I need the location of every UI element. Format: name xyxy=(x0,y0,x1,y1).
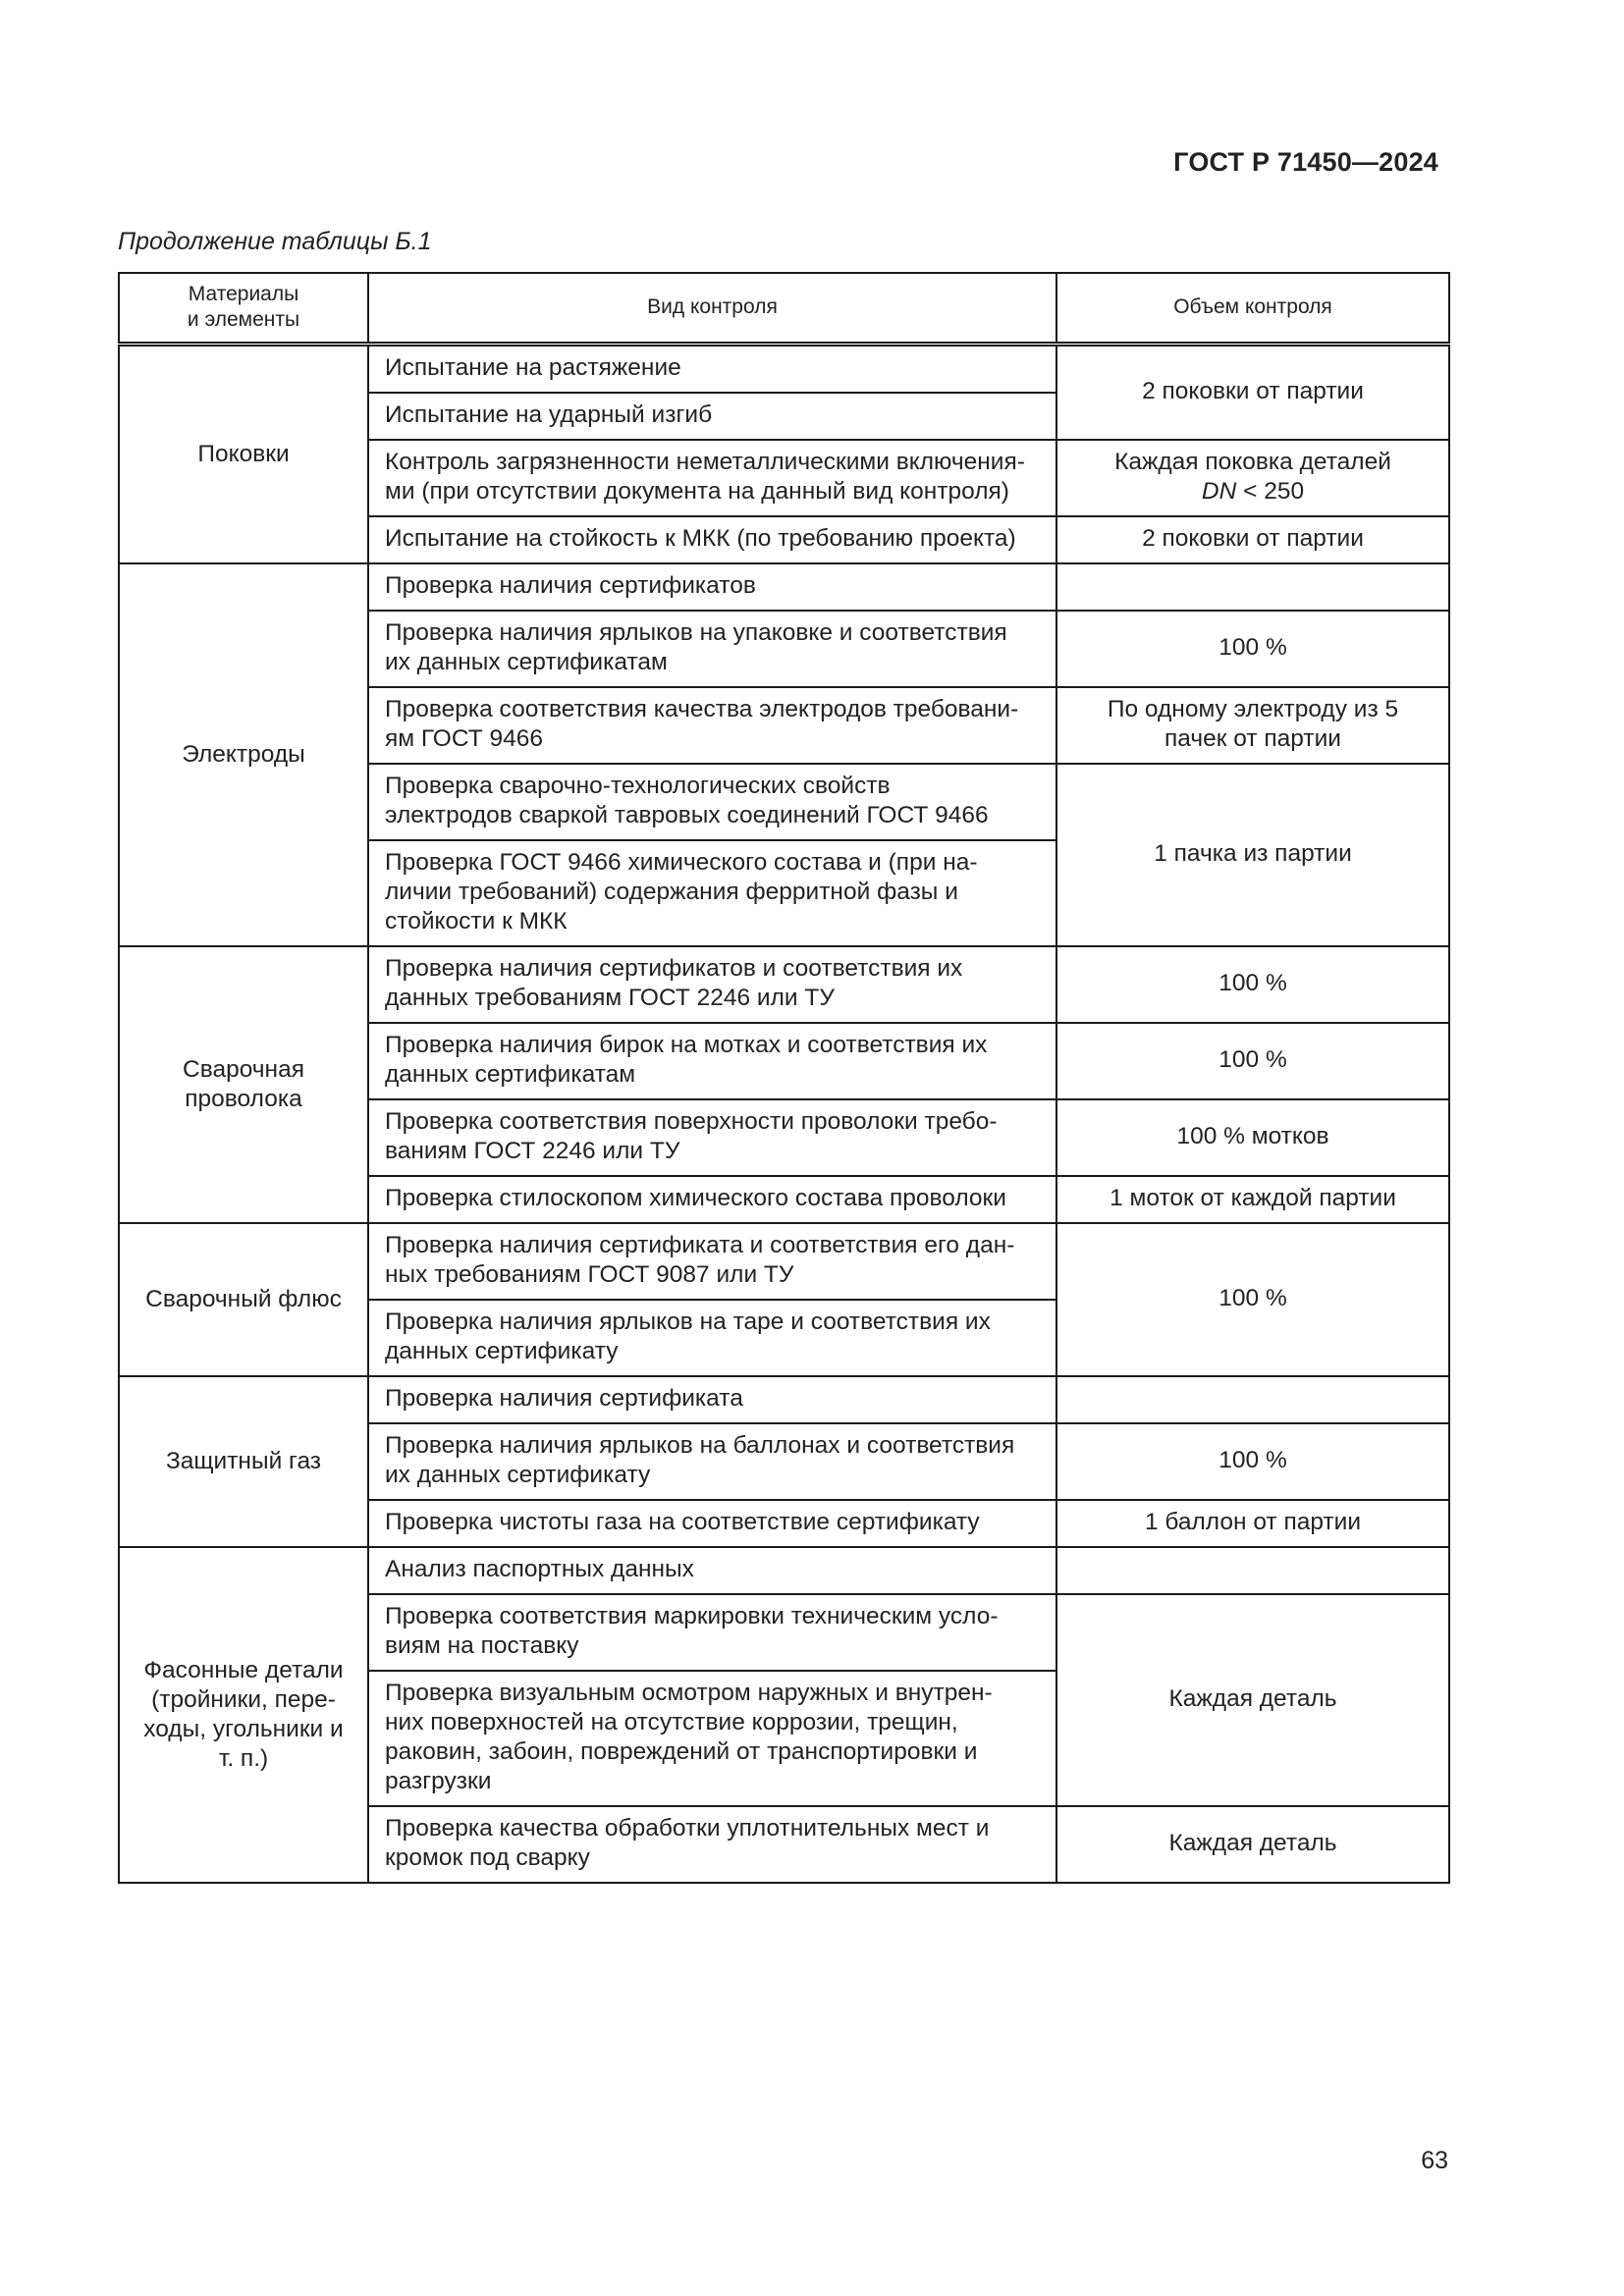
dn-symbol: DN xyxy=(1201,477,1237,505)
control-kind: Проверка соответствия поверхности проволоки требо- ваниям ГОСТ 2246 или ТУ xyxy=(368,1099,1056,1176)
header-materials: Материалы и элементы xyxy=(119,273,368,344)
control-volume: 100 % xyxy=(1056,946,1449,1023)
control-kind: Проверка чистоты газа на соответствие сертификату xyxy=(368,1500,1056,1547)
control-kind: Проверка соответствия качества электродов требовани- ям ГОСТ 9466 xyxy=(368,687,1056,764)
control-kind: Проверка наличия сертификатов и соответствия их данных требованиям ГОСТ 2246 или ТУ xyxy=(368,946,1056,1023)
table-row xyxy=(119,563,1449,611)
control-kind: Анализ паспортных данных xyxy=(368,1547,1056,1594)
header-kind: Вид контроля xyxy=(368,273,1056,344)
table-row xyxy=(119,1376,1449,1423)
control-volume: 1 моток от каждой партии xyxy=(1056,1176,1449,1223)
control-volume: 100 % xyxy=(1056,1223,1449,1376)
control-volume: Каждая деталь xyxy=(1056,1806,1449,1883)
material-gas: Защитный газ xyxy=(119,1376,368,1547)
control-kind: Проверка наличия ярлыков на упаковке и соответствия их данных сертификатам xyxy=(368,611,1056,687)
control-volume: 1 пачка из партии xyxy=(1056,764,1449,946)
control-kind: Испытание на растяжение xyxy=(368,344,1056,393)
control-kind: Проверка соответствия маркировки техническим усло- виям на поставку xyxy=(368,1594,1056,1671)
control-kind: Испытание на ударный изгиб xyxy=(368,393,1056,440)
volume-line: Каждая поковка деталей xyxy=(1114,448,1391,475)
control-volume: 2 поковки от партии xyxy=(1056,344,1449,440)
control-kind: Проверка визуальным осмотром наружных и внутрен- них поверхностей на отсутствие коррозии, трещин, раковин, забоин, повреждений от транспортировки и разгрузки xyxy=(368,1671,1056,1806)
control-volume: 1 баллон от партии xyxy=(1056,1500,1449,1547)
material-electrodes: Электроды xyxy=(119,563,368,946)
control-kind: Проверка ГОСТ 9466 химического состава и (при на- личии требований) содержания ферритной фазы и стойкости к МКК xyxy=(368,840,1056,946)
page-number: 63 xyxy=(1421,2147,1448,2174)
header-volume: Объем контроля xyxy=(1056,273,1449,344)
table-row xyxy=(119,1223,1449,1300)
table-row xyxy=(119,946,1449,1023)
material-forgings: Поковки xyxy=(119,344,368,563)
control-kind: Проверка наличия сертификатов xyxy=(368,563,1056,611)
control-volume xyxy=(1056,1376,1449,1423)
table-caption: Продолжение таблицы Б.1 xyxy=(118,228,432,255)
material-flux: Сварочный флюс xyxy=(119,1223,368,1376)
table-header-row xyxy=(119,273,1449,344)
control-kind: Проверка качества обработки уплотнительных мест и кромок под сварку xyxy=(368,1806,1056,1883)
control-kind: Проверка наличия ярлыков на таре и соответствия их данных сертификату xyxy=(368,1300,1056,1376)
control-volume: Каждая деталь xyxy=(1056,1594,1449,1806)
control-kind: Проверка наличия сертификата и соответствия его дан- ных требованиям ГОСТ 9087 или ТУ xyxy=(368,1223,1056,1300)
control-volume xyxy=(1056,1547,1449,1594)
control-kind: Проверка наличия сертификата xyxy=(368,1376,1056,1423)
control-kind: Испытание на стойкость к МКК (по требованию проекта) xyxy=(368,516,1056,563)
control-volume: 100 % xyxy=(1056,1023,1449,1099)
table-row xyxy=(119,1547,1449,1594)
control-table xyxy=(118,272,1450,1884)
control-kind: Проверка стилоскопом химического состава проволоки xyxy=(368,1176,1056,1223)
control-volume: 100 % xyxy=(1056,1423,1449,1500)
control-volume: 100 % мотков xyxy=(1056,1099,1449,1176)
document-code: ГОСТ Р 71450—2024 xyxy=(1173,147,1438,177)
control-kind: Контроль загрязненности неметаллическими включения- ми (при отсутствии документа на данный вид контроля) xyxy=(368,440,1056,516)
control-kind: Проверка наличия ярлыков на баллонах и соответствия их данных сертификату xyxy=(368,1423,1056,1500)
control-kind: Проверка сварочно-технологических свойств электродов сваркой тавровых соединений ГОСТ 9466 xyxy=(368,764,1056,840)
table-row xyxy=(119,344,1449,393)
control-volume: По одному электроду из 5 пачек от партии xyxy=(1056,687,1449,764)
material-wire: Сварочная проволока xyxy=(119,946,368,1223)
control-volume xyxy=(1056,440,1449,516)
control-volume xyxy=(1056,563,1449,611)
control-volume: 100 % xyxy=(1056,611,1449,687)
control-volume: 2 поковки от партии xyxy=(1056,516,1449,563)
control-kind: Проверка наличия бирок на мотках и соответствия их данных сертификатам xyxy=(368,1023,1056,1099)
material-fittings: Фасонные детали (тройники, пере- ходы, угольники и т. п.) xyxy=(119,1547,368,1883)
dn-value: < 250 xyxy=(1236,477,1305,505)
